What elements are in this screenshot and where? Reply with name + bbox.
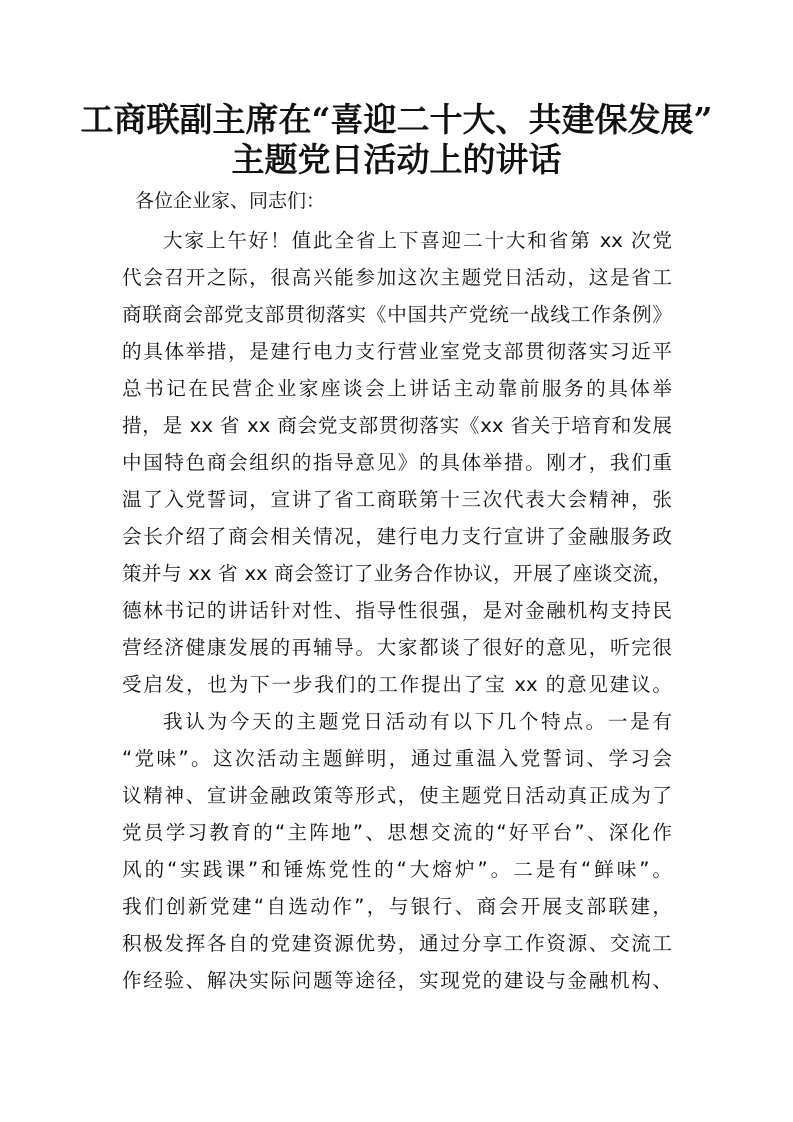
text-line: 积极发挥各自的党建资源优势，通过分享工作资源、交流工: [122, 932, 672, 955]
text-line: 德林书记的讲话针对性、指导性很强，是对金融机构支持民: [122, 599, 672, 622]
text-line: 措，是 xx 省 xx 商会党支部贯彻落实《xx 省关于培育和发展: [122, 414, 672, 437]
text-line: 的具体举措，是建行电力支行营业室党支部贯彻落实习近平: [122, 340, 672, 363]
salutation: 各位企业家、同志们：: [135, 190, 326, 212]
text-line: 党员学习教育的“主阵地”、思想交流的“好平台”、深化作: [122, 821, 672, 844]
text-line: “党味”。这次活动主题鲜明，通过重温入党誓词、学习会: [122, 747, 672, 770]
text-line: 风的“实践课”和锤炼党性的“大熔炉”。二是有“鲜味”。: [122, 858, 672, 881]
document-title-line-2: 主题党日活动上的讲话: [231, 140, 562, 179]
text-line: 策并与 xx 省 xx 商会签订了业务合作协议，开展了座谈交流，: [122, 562, 672, 585]
text-line: 受启发，也为下一步我们的工作提出了宝 xx 的意见建议。: [122, 673, 672, 696]
text-line: 商联商会部党支部贯彻落实《中国共产党统一战线工作条例》: [122, 303, 672, 326]
text-line: 中国特色商会组织的指导意见》的具体举措。刚才，我们重: [122, 451, 672, 474]
text-line: 议精神、宣讲金融政策等形式，使主题党日活动真正成为了: [122, 784, 672, 807]
text-line: 会长介绍了商会相关情况，建行电力支行宣讲了金融服务政: [122, 525, 672, 548]
text-line: 我认为今天的主题党日活动有以下几个特点。一是有: [163, 710, 672, 733]
text-line: 温了入党誓词，宣讲了省工商联第十三次代表大会精神，张: [122, 488, 672, 511]
text-line: 总书记在民营企业家座谈会上讲话主动靠前服务的具体举: [122, 377, 672, 400]
text-line: 作经验、解决实际问题等途径，实现党的建设与金融机构、: [122, 969, 672, 992]
document-title-line-1: 工商联副主席在“喜迎二十大、共建保发展”: [80, 100, 713, 139]
text-line: 大家上午好！值此全省上下喜迎二十大和省第 xx 次党: [163, 229, 672, 252]
text-line: 我们创新党建“自选动作”，与银行、商会开展支部联建，: [122, 895, 672, 918]
text-line: 代会召开之际，很高兴能参加这次主题党日活动，这是省工: [122, 266, 672, 289]
text-line: 营经济健康发展的再辅导。大家都谈了很好的意见，听完很: [122, 636, 672, 659]
